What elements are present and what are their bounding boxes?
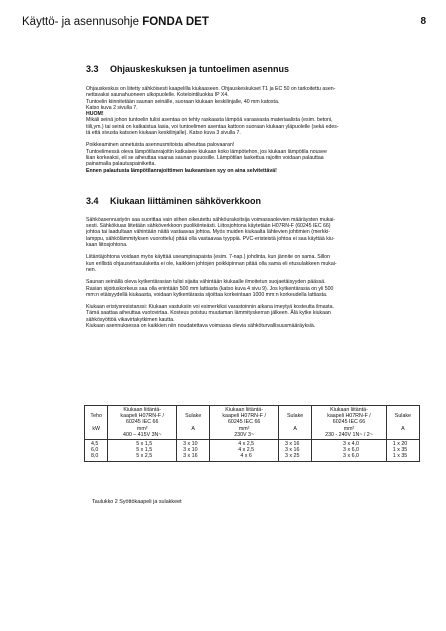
page-number: 8 [420,16,426,27]
column-header: Teho kW [85,406,108,440]
table-cell: 3 x 4,0 3 x 6,0 3 x 6,0 [312,440,387,462]
paragraph: Saunan seinällä oleva kytkentärasian tulisi sijaita vähintään kiukaalle ilmoitetun suojaetäisyyden päässä. Rasian sijoituskorkeus saa olla enintään 500 mm lattiasta (katso kuva 4 sivu 9). Jos kytkentärasia on yli 500 mm:n etäisyydellä kiukaasta, voidaan kytkentärasia sijoittaa korkeintaan 1000 mm:n korkeudella lattiasta. [86,279,334,298]
document-body [86,64,416,329]
table-header-row [85,406,420,440]
paragraph: Sähköasennustyön saa suorittaa vain siihen oikeutettu sähköurakoitsija voimassaolevien määräysten mukai- sesti. Sähkökiuas liitetään sähköverkkoon puolikiinteästi. Liitosjohtona käytetään H07RN-F (60245 IEC 66) johtoa tai laadultaan vähintään näitä vastaavaa johtoa. Myös muiden kiukaalta lähtevien johtimien (merkki- lamppu, sähkölämmityksen vuorottelu) pitää olla vastaavaa tyyppiä. PVC-eristeistä johtoa ei saa käyttää kiu- kaan liitosjohtona. [86,216,336,249]
table-cell: 1 x 20 1 x 35 1 x 35 [386,440,419,462]
cable-fuse-table [84,405,420,462]
section-heading: 3.3 Ohjauskeskuksen ja tuntoelimen asennus [86,64,290,74]
paragraph: Liitäntäjohtona voidaan myös käyttää useampinapaista (esim. 7-nap.) johdinta, kun jännite on sama. Sillon kun erillistä ohjausvirtasulaketta ei ole, kaikkien johtojen poikkipinnan pitää olla sama eli etusulakkeen mukai- nen. [86,254,337,273]
column-header: Kiukaan liitäntä- kaapeli H07RN-F / 60245 IEC 66 mm² 230 - 240V 1N~ / 2~ [312,406,387,440]
warning-text: Ennen palautusta lämpötilanrajoittimen laukeamisen syy on aina selvitettävä! [86,167,277,174]
column-header: Sulake A [177,406,210,440]
paragraph: Ohjauskeskus on liitetty sähköisesti kaapelilla kiukaaseen. Ohjauskeskukset T1 ja EC 50 on tarkoitettu asen- nettavaksi saunahuoneen ulkopuolelle. Kotelointiluokka IP X4. Tuntoelin kiinnitetään saunan seinälle, suoraan kiukaan keskilinjalle, 40 mm katosta. Katso kuva 2 sivulla 7. [86,86,336,111]
table-cell: 5 x 1,5 5 x 1,5 5 x 2,5 [108,440,177,462]
section-heading: 3.4 Kiukaan liittäminen sähköverkkoon [86,195,262,206]
table-row [85,440,420,462]
table-cell: 4,5 6,0 8,0 [85,440,108,462]
paragraph: Poikkeaminen annetuista asennusmitoista aiheuttaa palovaaran! Tuntoelimessä oleva lämpötilanrajoitin katkaisee kiukaan koko lämpötehon, jos kiukaan lämpötila nousee liian korkeaksi, eli se aiheuttaa vaaraa saunan puuosille. Lämpötilan laskettua rajoitin voidaan palauttaa painamalla palautuspainiketta. [86,142,327,168]
page-header [22,16,426,32]
table-cell: 4 x 2,5 4 x 2,5 4 x 6 [210,440,279,462]
note-heading: HUOM! [86,111,104,118]
column-header: Kiukaan liitäntä- kaapeli H07RN-F / 60245 IEC 66 mm² 230V 3~ [210,406,279,440]
table-cell: 3 x 10 3 x 10 3 x 16 [177,440,210,462]
paragraph: Kiukaan eristysresistanssi: Kiukaan vastuksiin voi esimerkiksi varastoinnin aikana imeytyä kosteutta ilmasta. Tämä saattaa aiheuttaa vuotovirtaa. Kosteus poistuu muutaman lämmityskerran jälkeen. Älä kytke kiukaan sähkösyöttöä vikavirtakytkimen kautta. Kiukaan asennuksessa on kaikkien niin noudatettava voimassa olevia sähköturvallisuusmääräyksiä. [86,304,334,330]
column-header: Sulake A [386,406,419,440]
document-title: Käyttö- ja asennusohje FONDA DET [22,16,209,28]
paragraph: Mikäli seinä johon tuntoelin tulisi asentaa on tehty raskaasta lämpöä varaavasta materiaalista (esim. betoni, tiili,ym.) tai seinä on katkaistua lasia, voi tuntoelimen asentaa kattoon suoraan kiukaan yläpuolelle (sekä edes- tä että sivusta katsoen kiukaan keskilinjalle). Katso kuva 3 sivulla 7. [86,117,339,137]
column-header: Sulake A [279,406,312,440]
column-header: Kiukaan liitäntä- kaapeli H07RN-F / 60245 IEC 66 mm² 400 – 415V 3N~ [108,406,177,440]
table-caption: Taulukko 2 Syöttökaapeli ja sulakkeet [92,499,182,505]
table-cell: 3 x 16 3 x 16 3 x 25 [279,440,312,462]
